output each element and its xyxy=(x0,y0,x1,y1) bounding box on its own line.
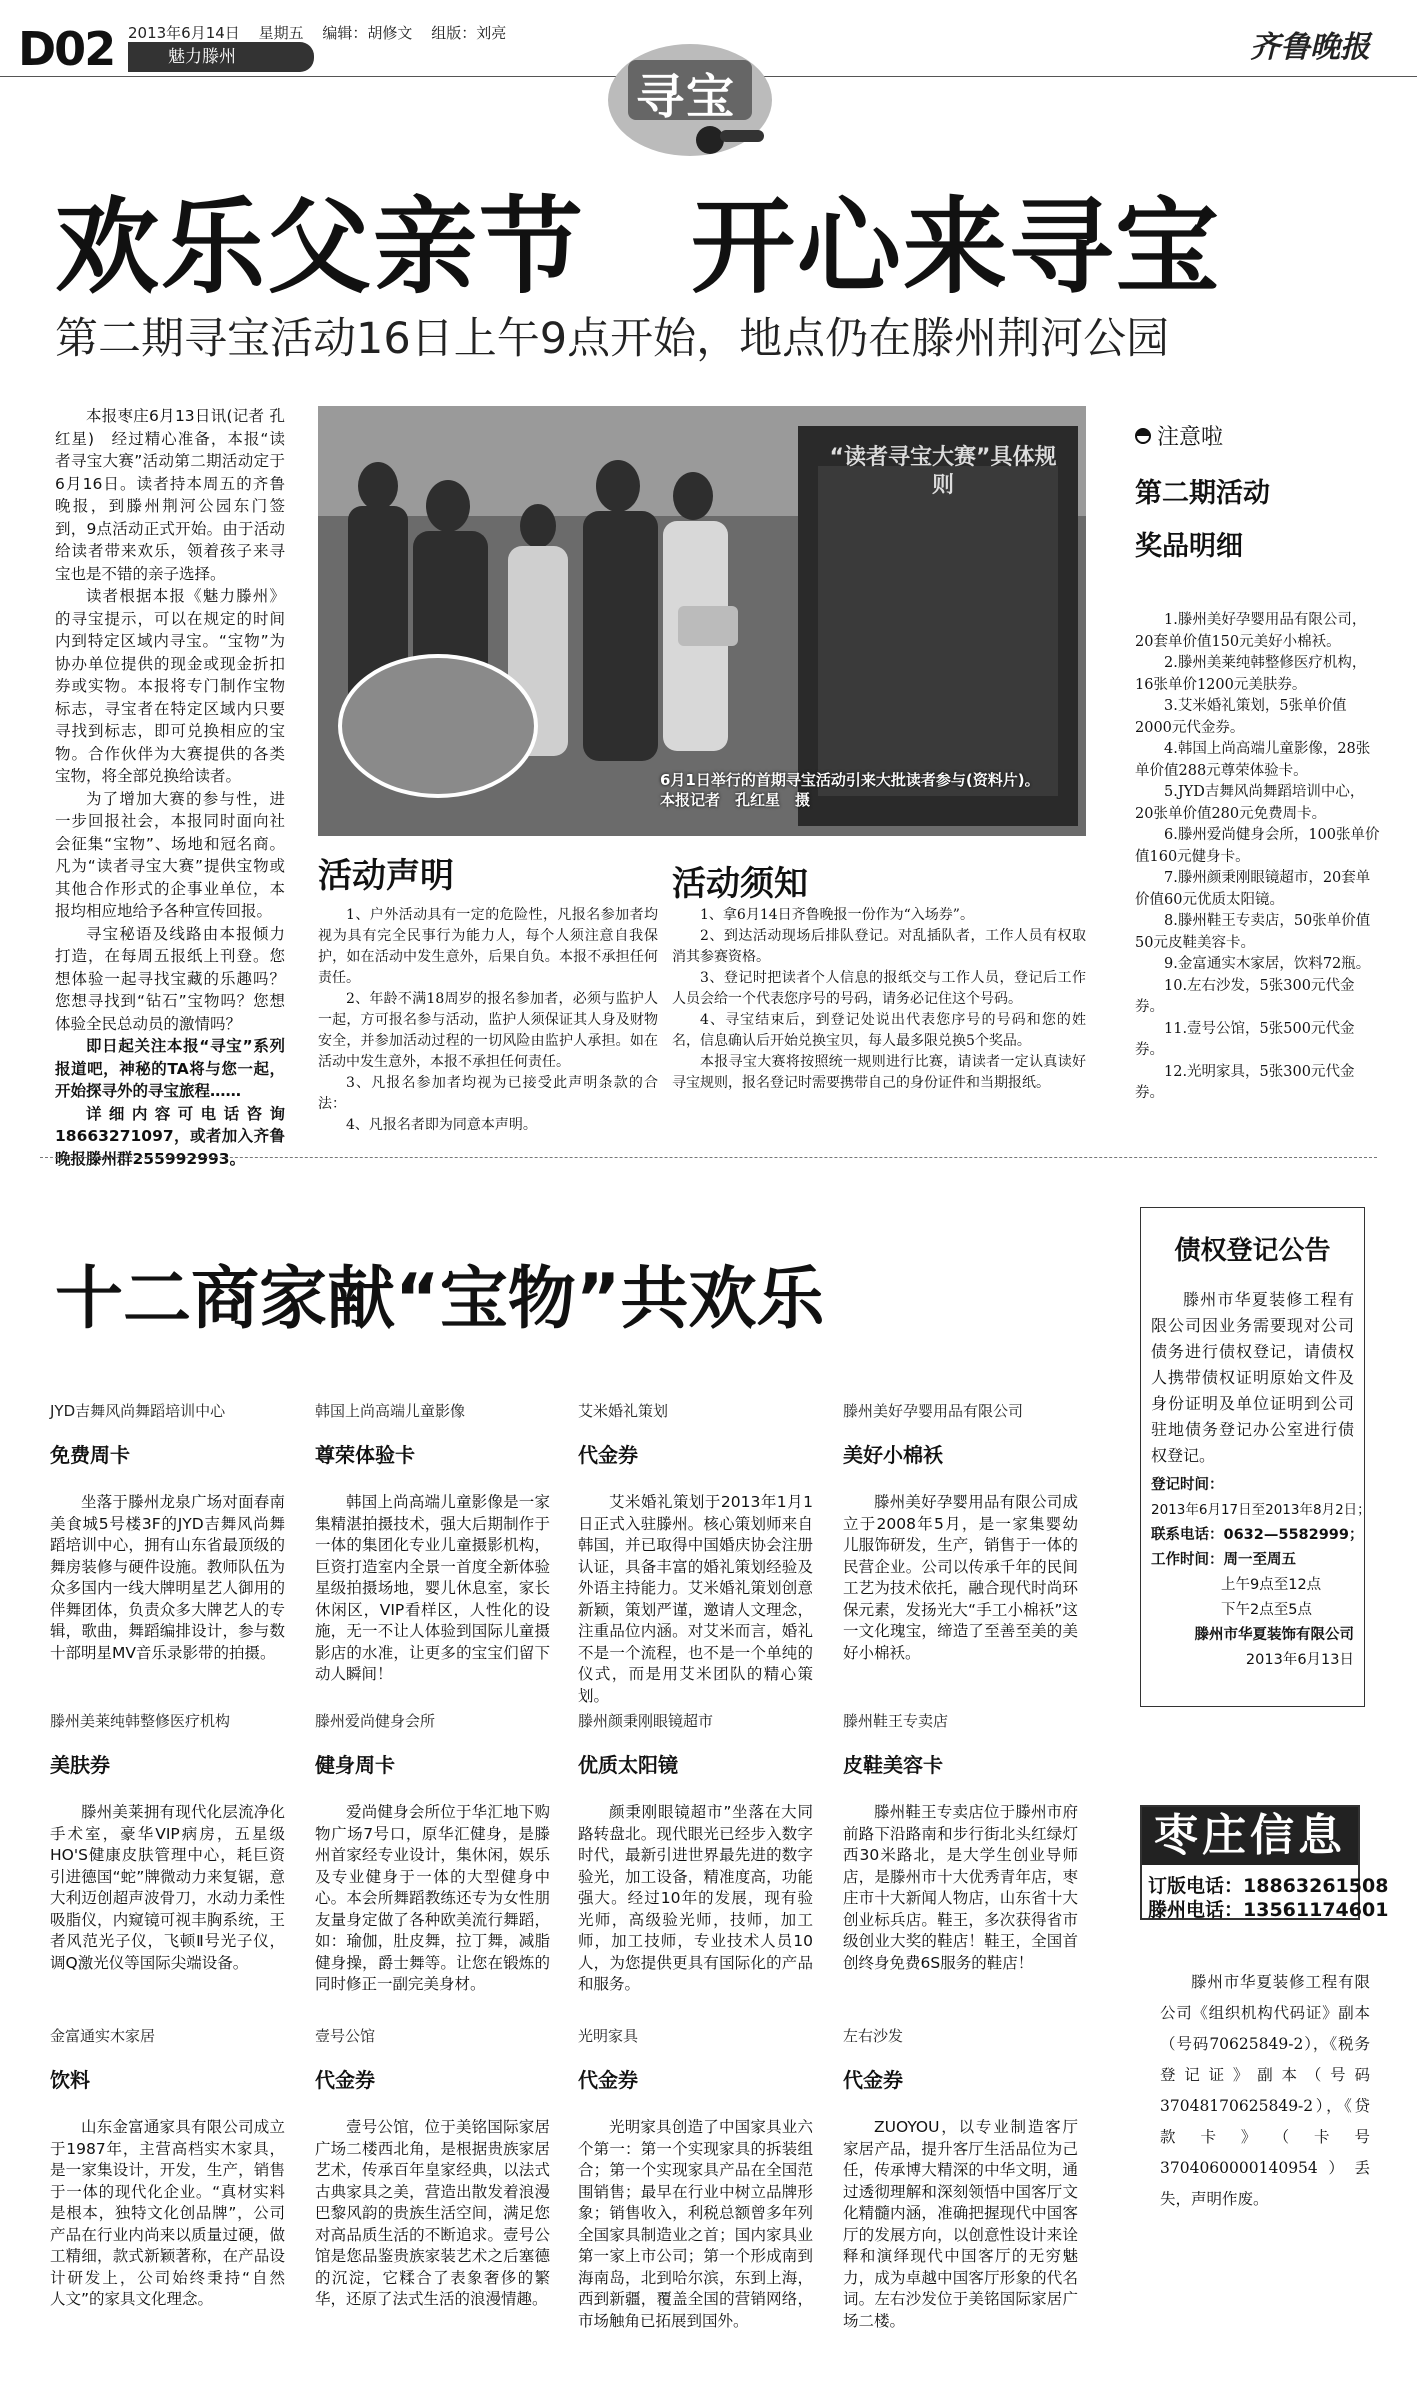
offer-name: 代金券 xyxy=(578,2068,638,2092)
company-name: 光明家具 xyxy=(578,2027,639,2045)
company-desc: 坐落于滕州龙泉广场对面春南美食城5号楼3F的JYD吉舞风尚舞蹈培训中心，拥有山东省最顶级的舞房装修与硬件设施。教师队伍为众多国内一线大牌明星艺人御用的伴舞团体，负责众多大牌艺人的专辑，歌曲，舞蹈编排设计，参与数十部明星MV音乐录影带的拍摄。 xyxy=(50,1493,285,1662)
list-item: 1、拿6月14日齐鲁晚报一份作为“入场券”。 xyxy=(700,907,974,923)
company-name: 韩国上尚高端儿童影像 xyxy=(315,1402,466,1420)
prize-item: 8.滕州鞋王专卖店，50张单价值50元皮鞋美容卡。 xyxy=(1135,913,1371,951)
photo-caption: 6月1日举行的首期寻宝活动引来大批读者参与(资料片)。 本报记者 孔红星 摄 xyxy=(660,771,1048,809)
offer-name: 美好小棉袄 xyxy=(843,1443,943,1467)
section-divider xyxy=(40,1157,1377,1158)
business-card xyxy=(50,2025,301,2311)
notice-signer: 滕州市华夏装饰有限公司 xyxy=(1194,1627,1354,1643)
work-time: 工作时间：周一至周五 xyxy=(1151,1552,1296,1568)
sidebar-tag-label: 注意啦 xyxy=(1157,425,1224,450)
prize-item: 6.滕州爱尚健身会所，100张单价值160元健身卡。 xyxy=(1135,827,1380,865)
paragraph: 本报枣庄6月13日讯(记者 孔红星) 经过精心准备，本报“读者寻宝大赛”活动第二期活动定于6月16日。读者持本周五的齐鲁晚报，到滕州荆河公园东门签到，9点活动正式开始。由于活动给读者带来欢乐，领着孩子来寻宝也是不错的亲子选择。 xyxy=(55,407,285,583)
creditor-notice xyxy=(1140,1207,1371,1707)
header-meta xyxy=(128,22,520,43)
issue-date: 2013年6月14日 xyxy=(128,24,240,42)
business-card xyxy=(50,1400,285,1664)
sidebar-tag xyxy=(1135,420,1375,451)
company-name: 金富通实木家居 xyxy=(50,2027,156,2045)
work-time-morning: 上午9点至12点 xyxy=(1221,1577,1322,1593)
company-name: 滕州颜秉刚眼镜超市 xyxy=(578,1712,714,1730)
masthead: 齐鲁晚报 xyxy=(1250,30,1370,65)
section-tab: 魅力滕州 xyxy=(128,42,314,72)
business-card xyxy=(315,1400,550,1686)
list-item: 3、凡报名参加者均视为已接受此声明条款的合法： xyxy=(318,1075,658,1112)
declaration-heading: 活动声明 xyxy=(318,856,454,896)
notice-list xyxy=(672,905,1086,1094)
sidebar-title: 奖品明细 xyxy=(1135,531,1243,562)
offer-name: 优质太阳镜 xyxy=(578,1753,678,1777)
headline: 欢乐父亲节 开心来寻宝 xyxy=(55,186,1222,308)
list-item: 3、登记时把读者个人信息的报纸交与工作人员，登记后工作人员会给一个代表您序号的号码，请务必记住这个号码。 xyxy=(672,970,1086,1007)
declaration-list xyxy=(318,905,658,1136)
list-item: 4、凡报名者即为同意本声明。 xyxy=(346,1117,537,1133)
prize-item: 10.左右沙发，5张300元代金券。 xyxy=(1135,977,1355,1015)
company-desc: 滕州鞋王专卖店位于滕州市府前路下沿路南和步行街北头红绿灯西30米路北，是大学生创业导师店，是滕州市十大优秀青年店，枣庄市十大新闻人物店，山东省十大创业标兵店。鞋王，多次获得省市级创业大奖的鞋店！鞋王，全国首创终身免费6S服务的鞋店！ xyxy=(843,1803,1078,1972)
company-name: 滕州美好孕婴用品有限公司 xyxy=(843,1402,1024,1420)
prize-item: 1.滕州美好孕婴用品有限公司，20套单价值150元美好小棉袄。 xyxy=(1135,612,1367,650)
company-name: 滕州美莱纯韩整修医疗机构 xyxy=(50,1712,231,1730)
work-time-afternoon: 下午2点至5点 xyxy=(1221,1602,1312,1618)
notice-date: 2013年6月13日 xyxy=(1245,1652,1354,1668)
paragraph: 详细内容可电话咨询18663271097，或者加入齐鲁晚报滕州群255992993。 xyxy=(55,1104,285,1168)
list-item: 1、户外活动具有一定的危险性，凡报名参加者均视为具有完全民事行为能力人，每个人须注意自我保护，如在活动中发生意外，后果自负。本报不承担任何责任。 xyxy=(318,907,658,986)
notice-heading: 活动须知 xyxy=(672,864,808,904)
company-desc: 爱尚健身会所位于华汇地下购物广场7号口，原华汇健身，是滕州首家经专业设计，集休闲，娱乐及专业健身于一体的大型健身中心。本会所舞蹈教练还专为女性朋友量身定做了各种欧美流行舞蹈，如：瑜伽，肚皮舞，拉丁舞，减脂健身操，爵士舞等。让您在锻炼的同时修正一副完美身材。 xyxy=(315,1803,550,1993)
creditor-title: 债权登记公告 xyxy=(1174,1236,1331,1266)
paragraph: 寻宝秘语及线路由本报倾力打造，在每周五报纸上刊登。您想体验一起寻找宝藏的乐趣吗？您想寻找到“钻石”宝物吗？您想体验全民总动员的激情吗？ xyxy=(55,924,285,1033)
classifieds-phone-1: 订版电话：18863261508 xyxy=(1148,1875,1389,1897)
offer-name: 皮鞋美容卡 xyxy=(843,1753,943,1777)
prize-item: 9.金富通实木家居，饮料72瓶。 xyxy=(1164,956,1371,972)
company-desc: 滕州美莱拥有现代化层流净化手术室，豪华VIP病房，五星级HO'S健康皮肤管理中心，耗巨资引进德国“蛇”牌微动力来复锯，意大利迈创超声波骨刀，水动力柔性吸脂仪，内窥镜可视丰胸系统，王者风范光子仪，飞顿Ⅱ号光子仪，调Q激光仪等国际尖端设备。 xyxy=(50,1803,285,1972)
company-name: 滕州鞋王专卖店 xyxy=(843,1712,949,1730)
company-desc: 颜秉刚眼镜超市”坐落在大同路转盘北。现代眼光已经步入数字时代，最新引进世界最先进的数字验光，加工设备，精准度高，功能强大。经过10年的发展，现有验光师，高级验光师，技师，加工师，加工技师，专业技术人员10人，为您提供更具有国际化的产品和服务。 xyxy=(578,1803,813,1993)
company-desc: 光明家具创造了中国家具业六个第一：第一个实现家具的拆装组合；第一个实现家具产品在全国范围销售；最早在行业中树立品牌形象；销售收入，利税总额曾多年列全国家具制造业之首；国内家具业第一家上市公司；第一个形成南到海南岛，北到哈尔滨，东到上海，西到新疆，覆盖全国的营销网络，市场触角已拓展到国外。 xyxy=(578,2118,813,2330)
prize-list xyxy=(1135,610,1380,1105)
company-name: 左右沙发 xyxy=(843,2027,904,2045)
prize-item: 4.韩国上尚高端儿童影像，28张单价值288元尊荣体验卡。 xyxy=(1135,741,1371,779)
business-card xyxy=(315,1710,550,1996)
offer-name: 饮料 xyxy=(50,2068,90,2092)
company-name: JYD吉舞风尚舞蹈培训中心 xyxy=(50,1402,226,1420)
business-card xyxy=(578,1400,813,1707)
company-desc: ZUOYOU，以专业制造客厅家居产品，提升客厅生活品位为己任，传承博大精深的中华文明，通过透彻理解和深刻领悟中国客厅文化精髓内涵，准确把握现代中国客厅的发展方向，以创意性设计来诠释和演绎现代中国客厅的无穷魅力，成为卓越中国客厅形象的代名词。左右沙发位于美铭国际家居广场二楼。 xyxy=(843,2118,1078,2330)
list-item: 2、到达活动现场后排队登记。对乱插队者，工作人员有权取消其参赛资格。 xyxy=(672,928,1086,965)
company-desc: 山东金富通家具有限公司成立于1987年，主营高档实木家具，是一家集设计，开发，生产，销售于一体的现代化企业。“真材实料是根本，独特文化创品牌”，公司产品在行业内尚来以质量过硬，做工精细，款式新颖著称，在产品设计研发上，公司始终秉持“自然 人文”的家具文化理念。 xyxy=(50,2118,301,2308)
business-card xyxy=(843,1400,1078,1664)
loss-notice: 滕州市华夏装修工程有限公司《组织机构代码证》副本（号码70625849-2），《税务登记证》副本（号码37048170625849-2），《贷款卡》（卡号3704060000140954）丢失，声明作废。 xyxy=(1160,1973,1370,2208)
list-item: 2、年龄不满18周岁的报名参加者，必须与监护人一起，方可报名参与活动，监护人须保证其人身及财物安全，并参加活动过程的一切风险由监护人承担。如在活动中发生意外，本报不承担任何责任。 xyxy=(318,991,658,1070)
prize-item: 3.艾米婚礼策划，5张单价值2000元代金券。 xyxy=(1135,698,1347,736)
offer-name: 健身周卡 xyxy=(315,1753,395,1777)
list-item: 本报寻宝大赛将按照统一规则进行比赛，请读者一定认真读好寻宝规则，报名登记时需要携带自己的身份证件和当期报纸。 xyxy=(672,1054,1086,1091)
company-desc: 艾米婚礼策划于2013年1月1日正式入驻滕州。核心策划师来自韩国，并已取得中国婚庆协会注册认证，具备丰富的婚礼策划经验及外语主持能力。艾米婚礼策划创意新颖，策划严谨，邀请人文理念，注重品位内涵。对艾米而言，婚礼不是一个流程，也不是一个单纯的仪式，而是用艾米团队的精心策划。 xyxy=(578,1493,813,1705)
prize-item: 5.JYD吉舞风尚舞蹈培训中心，20张单价值280元免费周卡。 xyxy=(1135,784,1365,822)
business-card xyxy=(50,1710,285,1974)
classifieds-box xyxy=(1140,1805,1389,1921)
offer-name: 代金券 xyxy=(578,1443,638,1467)
treasure-logo xyxy=(600,28,780,166)
reg-range: 2013年6月17日至2013年8月2日； xyxy=(1151,1502,1371,1518)
offer-name: 免费周卡 xyxy=(50,1443,130,1467)
page-number: D02 xyxy=(18,22,115,76)
sidebar-title: 第二期活动 xyxy=(1135,478,1270,509)
classifieds-phone-2: 滕州电话：13561174601 xyxy=(1148,1899,1389,1921)
subheadline: 第二期寻宝活动16日上午9点开始，地点仍在滕州荆河公园 xyxy=(55,314,1170,364)
company-name: 艾米婚礼策划 xyxy=(578,1402,669,1420)
paragraph: 为了增加大赛的参与性，进一步回报社会，本报同时面向社会征集“宝物”、场地和冠名商。凡为“读者寻宝大赛”提供宝物或其他合作形式的企事业单位，本报均相应地给予各种宣传回报。 xyxy=(55,789,285,920)
classifieds-title: 枣庄信息 xyxy=(1142,1807,1358,1865)
headline-2: 十二商家献“宝物”共欢乐 xyxy=(55,1260,825,1339)
offer-name: 美肤券 xyxy=(50,1753,110,1777)
paragraph: 即日起关注本报“寻宝”系列报道吧，神秘的TA将与您一起，开始探寻外的寻宝旅程…… xyxy=(55,1037,285,1100)
offer-name: 代金券 xyxy=(315,2068,375,2092)
list-item: 4、寻宝结束后，到登记处说出代表您序号的号码和您的姓名，信息确认后开始兑换宝贝，每人最多限兑换5个奖品。 xyxy=(672,1012,1086,1049)
company-desc: 滕州美好孕婴用品有限公司成立于2008年5月，是一家集婴幼儿服饰研发，生产，销售于一体的民营企业。公司以传承千年的民间工艺为技术依托，融合现代时尚环保元素，发扬光大“手工小棉袄”这一文化瑰宝，缔造了至善至美的美好小棉袄。 xyxy=(843,1493,1078,1662)
prize-item: 7.滕州颜秉刚眼镜超市，20套单价值60元优质太阳镜。 xyxy=(1135,870,1371,908)
company-name: 壹号公馆 xyxy=(315,2027,376,2045)
company-desc: 壹号公馆，位于美铭国际家居广场二楼西北角，是根据贵族家居艺术，传承百年皇家经典，以法式古典家具之美，营造出散发着浪漫巴黎风韵的贵族生活空间，满足您对高品质生活的不断追求。壹号公馆是您品鉴贵族家装艺术之后塞德的沉淀，它糅合了表象奢侈的繁华，还原了法式生活的浪漫情趣。 xyxy=(315,2118,550,2308)
prize-sidebar-header xyxy=(1135,420,1375,563)
offer-name: 代金券 xyxy=(843,2068,903,2092)
prize-item: 11.壹号公馆，5张500元代金券。 xyxy=(1135,1020,1355,1058)
business-card xyxy=(843,2025,1078,2332)
company-desc: 韩国上尚高端儿童影像是一家集精湛拍摄技术，强大后期制作于一体的集团化专业儿童摄影机构，巨资打造室内全景一首度全新体验星级拍摄场地，婴儿休息室，家长休闲区，VIP看样区，人性化的设施，无一不让人体验到国际儿童摄影店的水准，让更多的宝宝们留下动人瞬间！ xyxy=(315,1493,550,1683)
offer-name: 尊荣体验卡 xyxy=(315,1443,415,1467)
creditor-body: 滕州市华夏装修工程有限公司因业务需要现对公司债务进行债权登记，请债权人携带债权证明原始文件及身份证明及单位证明到公司驻地债务登记办公室进行债权登记。 xyxy=(1151,1290,1354,1465)
business-card xyxy=(578,2025,813,2332)
layout-credit: 组版：刘亮 xyxy=(431,24,507,42)
prize-item: 2.滕州美莱纯韩整修医疗机构，16张单价1200元美肤券。 xyxy=(1135,655,1367,693)
business-card xyxy=(843,1710,1078,1974)
logo-text: 寻宝 xyxy=(636,69,737,125)
business-card xyxy=(315,2025,550,2311)
company-name: 滕州爱尚健身会所 xyxy=(315,1712,436,1730)
business-card xyxy=(578,1710,813,1996)
issue-weekday: 星期五 xyxy=(258,24,304,42)
half-circle-icon xyxy=(1135,428,1151,444)
paragraph: 读者根据本报《魅力滕州》的寻宝提示，可以在规定的时间内到特定区域内寻宝。“宝物”为协办单位提供的现金或现金折扣券或实物。本报将专门制作宝物标志，寻宝者在特定区域内只要寻找到标志，即可兑换相应的宝物。合作伙伴为大赛提供的各类宝物，将全部兑换给读者。 xyxy=(55,587,285,785)
contact-phone: 联系电话：0632—5582999； xyxy=(1151,1527,1364,1543)
prize-item: 12.光明家具，5张300元代金券。 xyxy=(1135,1063,1355,1101)
reg-time-label: 登记时间： xyxy=(1151,1477,1224,1493)
editor-credit: 编辑：胡修文 xyxy=(322,24,413,42)
poster-title: “读者寻宝大赛”具体规则 xyxy=(829,445,1057,498)
article-body xyxy=(55,405,285,1170)
